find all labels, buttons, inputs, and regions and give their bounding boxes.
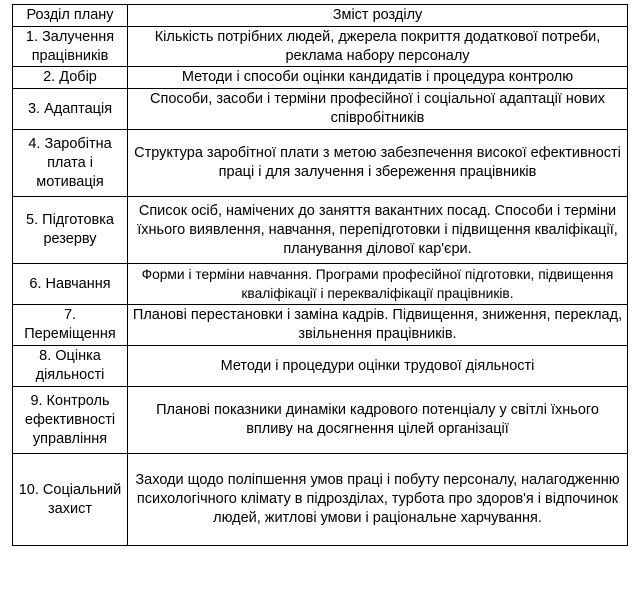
table-row (13, 27, 628, 67)
row-content: Заходи щодо поліпшення умов праці і побуту персоналу, налагодженню психологічного клімату в підрозділах, турбота про здоров'я і відпочинок людей, житлові умови і раціональне харчування. (128, 454, 628, 546)
table-row (13, 454, 628, 546)
row-content: Методи і процедури оцінки трудової діяльності (128, 346, 628, 387)
row-content: Планові показники динаміки кадрового потенціалу у світлі їхнього впливу на досягнення цілей організації (128, 387, 628, 454)
row-section: 9. Контроль ефективності управління (13, 387, 128, 454)
row-section: 4. Заробітна плата і мотивація (13, 130, 128, 197)
table-row (13, 197, 628, 264)
table-row (13, 89, 628, 130)
row-content: Структура заробітної плати з метою забезпечення високої ефективності праці і для залучення і збереження працівників (128, 130, 628, 197)
row-section: 5. Підготовка резерву (13, 197, 128, 264)
row-section: 6. Навчання (13, 264, 128, 305)
row-content: Список осіб, намічених до заняття вакантних посад. Способи і терміни їхнього виявлення, навчання, перепідготовки і підвищення кваліфікації, планування ділової кар'єри. (128, 197, 628, 264)
row-section: 1. Залучення працівників (13, 27, 128, 67)
table-row (13, 305, 628, 346)
row-section: 7. Переміщення (13, 305, 128, 346)
row-section: 3. Адаптація (13, 89, 128, 130)
table-header-row (13, 5, 628, 27)
table-row (13, 67, 628, 89)
table-row (13, 346, 628, 387)
row-content: Методи і способи оцінки кандидатів і процедура контролю (128, 67, 628, 89)
row-content: Планові перестановки і заміна кадрів. Підвищення, зниження, переклад, звільнення працівників. (128, 305, 628, 346)
row-content: Форми і терміни навчання. Програми професійної підготовки, підвищення кваліфікації і перекваліфікації працівників. (128, 264, 628, 305)
table-row (13, 264, 628, 305)
row-section: 10. Соціальний захист (13, 454, 128, 546)
hr-plan-table (12, 4, 628, 546)
row-section: 2. Добір (13, 67, 128, 89)
row-content: Кількість потрібних людей, джерела покриття додаткової потреби, реклама набору персоналу (128, 27, 628, 67)
row-section: 8. Оцінка діяльності (13, 346, 128, 387)
row-content: Способи, засоби і терміни професійної і соціальної адаптації нових співробітників (128, 89, 628, 130)
table-row (13, 387, 628, 454)
header-section: Розділ плану (13, 5, 128, 27)
header-content: Зміст розділу (128, 5, 628, 27)
table-row (13, 130, 628, 197)
